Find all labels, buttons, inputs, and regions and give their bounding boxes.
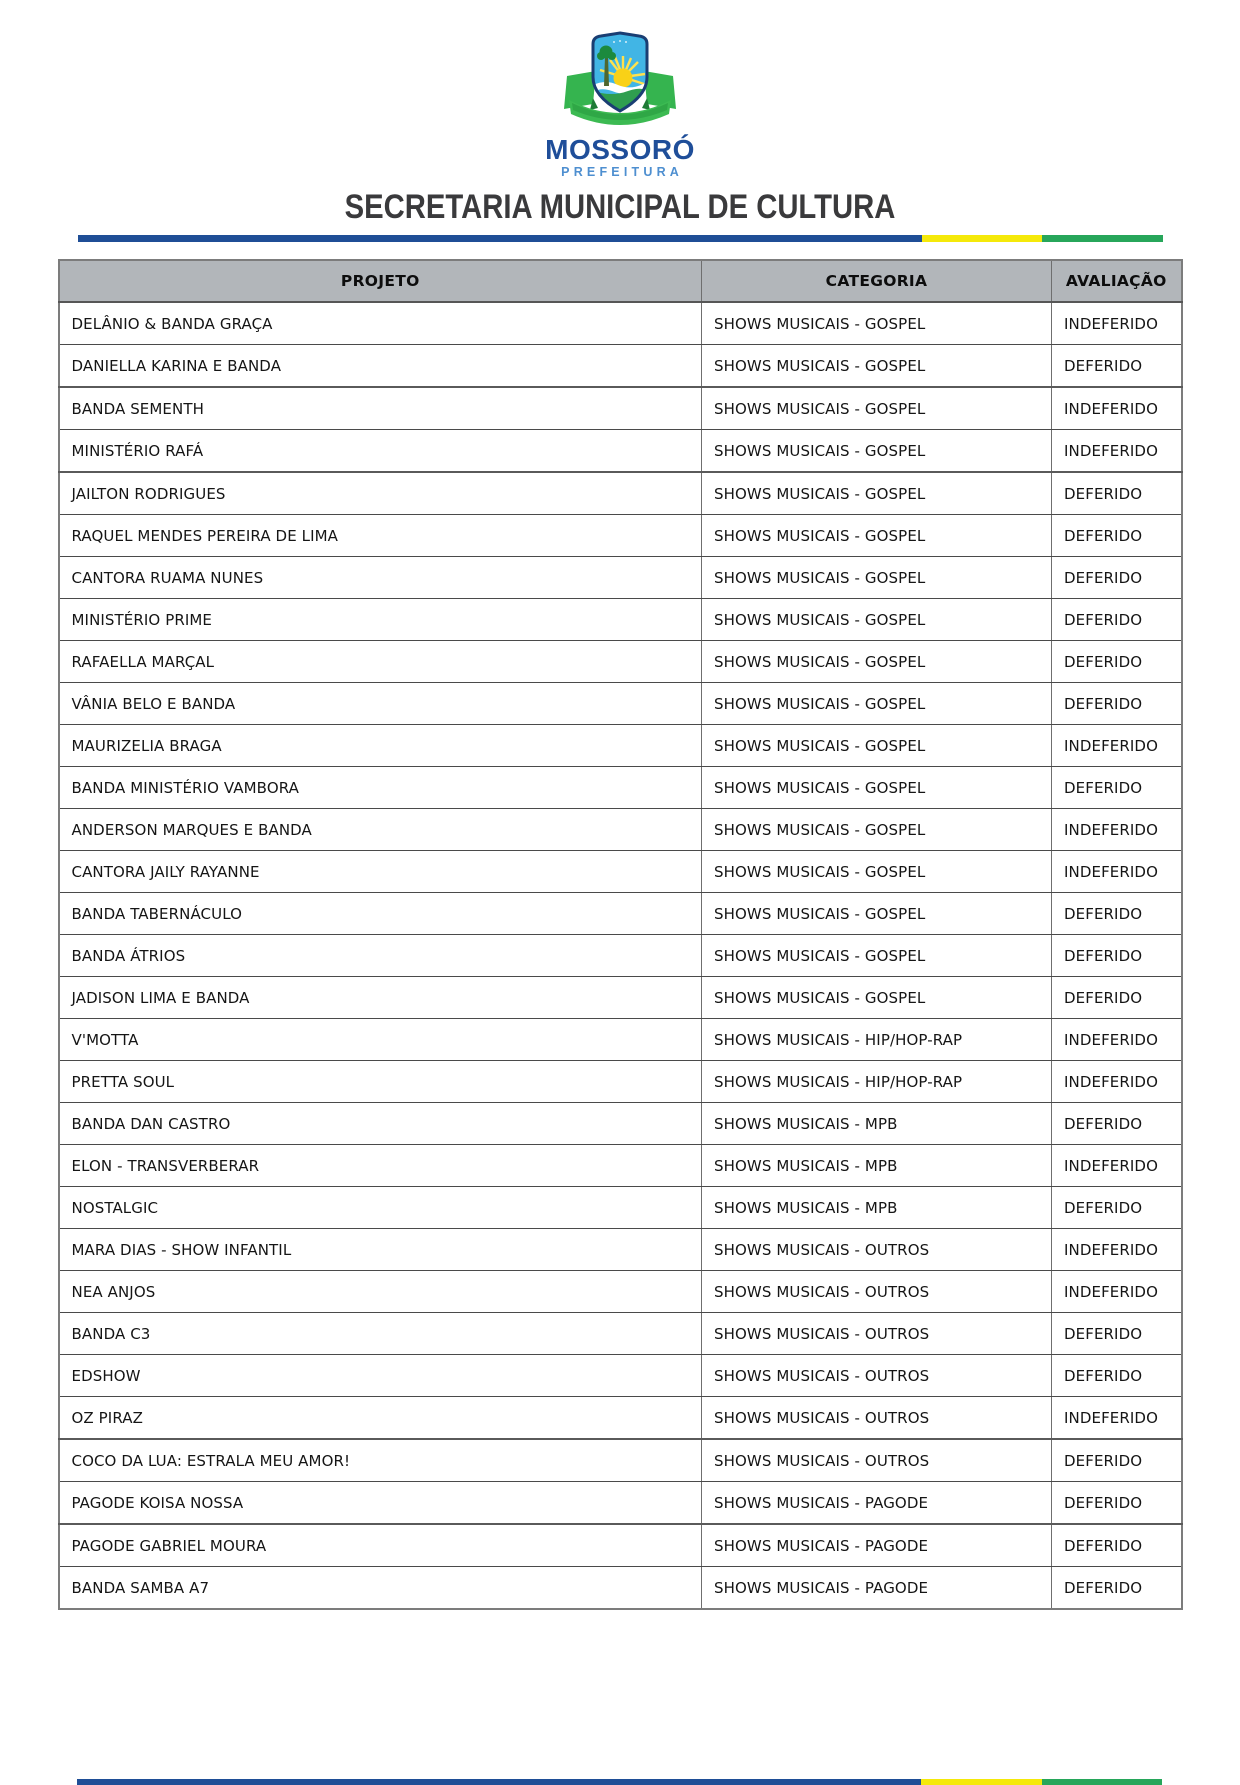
cell-projeto: V'MOTTA (59, 1019, 702, 1061)
table-row (59, 1229, 1182, 1271)
table-row (59, 1439, 1182, 1482)
tricolor-divider (78, 235, 1163, 242)
cell-projeto: RAFAELLA MARÇAL (59, 641, 702, 683)
cell-categoria: SHOWS MUSICAIS - GOSPEL (702, 977, 1052, 1019)
table-row (59, 1187, 1182, 1229)
cell-avaliacao: INDEFERIDO (1052, 1061, 1182, 1103)
footer-bar-green-segment (1042, 1779, 1162, 1785)
footer-bar-blue-segment (77, 1779, 921, 1785)
cell-avaliacao: DEFERIDO (1052, 472, 1182, 515)
cell-categoria: SHOWS MUSICAIS - GOSPEL (702, 302, 1052, 345)
cell-avaliacao: INDEFERIDO (1052, 430, 1182, 473)
cell-avaliacao: DEFERIDO (1052, 557, 1182, 599)
mossoro-crest-logo (560, 30, 680, 132)
cell-categoria: SHOWS MUSICAIS - GOSPEL (702, 767, 1052, 809)
table-row (59, 1355, 1182, 1397)
shield-icon (590, 30, 650, 114)
table-row (59, 725, 1182, 767)
table-row (59, 935, 1182, 977)
cell-avaliacao: DEFERIDO (1052, 1103, 1182, 1145)
cell-avaliacao: DEFERIDO (1052, 1355, 1182, 1397)
cell-projeto: JAILTON RODRIGUES (59, 472, 702, 515)
table-row (59, 515, 1182, 557)
cell-projeto: EDSHOW (59, 1355, 702, 1397)
cell-categoria: SHOWS MUSICAIS - OUTROS (702, 1439, 1052, 1482)
table-row (59, 683, 1182, 725)
logo-wordmark: MOSSORÓ (545, 134, 695, 165)
cell-categoria: SHOWS MUSICAIS - OUTROS (702, 1271, 1052, 1313)
table-row (59, 977, 1182, 1019)
table-row (59, 809, 1182, 851)
cell-avaliacao: INDEFERIDO (1052, 1271, 1182, 1313)
cell-categoria: SHOWS MUSICAIS - GOSPEL (702, 599, 1052, 641)
cell-projeto: JADISON LIMA E BANDA (59, 977, 702, 1019)
cell-categoria: SHOWS MUSICAIS - GOSPEL (702, 935, 1052, 977)
table-row (59, 1103, 1182, 1145)
cell-projeto: NEA ANJOS (59, 1271, 702, 1313)
cell-categoria: SHOWS MUSICAIS - OUTROS (702, 1229, 1052, 1271)
cell-projeto: RAQUEL MENDES PEREIRA DE LIMA (59, 515, 702, 557)
cell-projeto: CANTORA RUAMA NUNES (59, 557, 702, 599)
cell-projeto: MARA DIAS - SHOW INFANTIL (59, 1229, 702, 1271)
cell-categoria: SHOWS MUSICAIS - GOSPEL (702, 557, 1052, 599)
cell-categoria: SHOWS MUSICAIS - PAGODE (702, 1524, 1052, 1567)
table-row (59, 1524, 1182, 1567)
cell-categoria: SHOWS MUSICAIS - OUTROS (702, 1355, 1052, 1397)
cell-avaliacao: INDEFERIDO (1052, 809, 1182, 851)
cell-projeto: NOSTALGIC (59, 1187, 702, 1229)
cell-categoria: SHOWS MUSICAIS - GOSPEL (702, 387, 1052, 430)
cell-avaliacao: INDEFERIDO (1052, 851, 1182, 893)
table-row (59, 851, 1182, 893)
table-row (59, 1482, 1182, 1525)
cell-avaliacao: DEFERIDO (1052, 767, 1182, 809)
cell-avaliacao: DEFERIDO (1052, 683, 1182, 725)
cell-projeto: MAURIZELIA BRAGA (59, 725, 702, 767)
cell-avaliacao: DEFERIDO (1052, 1439, 1182, 1482)
cell-avaliacao: DEFERIDO (1052, 1187, 1182, 1229)
cell-avaliacao: DEFERIDO (1052, 1524, 1182, 1567)
cell-categoria: SHOWS MUSICAIS - GOSPEL (702, 430, 1052, 473)
cell-categoria: SHOWS MUSICAIS - MPB (702, 1103, 1052, 1145)
cell-categoria: SHOWS MUSICAIS - OUTROS (702, 1313, 1052, 1355)
cell-avaliacao: DEFERIDO (1052, 515, 1182, 557)
cell-categoria: SHOWS MUSICAIS - PAGODE (702, 1482, 1052, 1525)
cell-avaliacao: DEFERIDO (1052, 599, 1182, 641)
table-row (59, 1145, 1182, 1187)
bar-blue-segment (78, 235, 922, 242)
cell-avaliacao: INDEFERIDO (1052, 1397, 1182, 1440)
cell-projeto: PAGODE GABRIEL MOURA (59, 1524, 702, 1567)
cell-avaliacao: INDEFERIDO (1052, 725, 1182, 767)
cell-avaliacao: DEFERIDO (1052, 935, 1182, 977)
cell-categoria: SHOWS MUSICAIS - OUTROS (702, 1397, 1052, 1440)
table-row (59, 472, 1182, 515)
cell-avaliacao: INDEFERIDO (1052, 387, 1182, 430)
cell-categoria: SHOWS MUSICAIS - GOSPEL (702, 472, 1052, 515)
bar-yellow-segment (922, 235, 1042, 242)
cell-avaliacao: DEFERIDO (1052, 1313, 1182, 1355)
cell-projeto: ANDERSON MARQUES E BANDA (59, 809, 702, 851)
document-page (0, 30, 1240, 1785)
cell-categoria: SHOWS MUSICAIS - GOSPEL (702, 515, 1052, 557)
cell-projeto: VÂNIA BELO E BANDA (59, 683, 702, 725)
column-header-projeto: PROJETO (59, 260, 702, 302)
cell-avaliacao: DEFERIDO (1052, 641, 1182, 683)
cell-projeto: OZ PIRAZ (59, 1397, 702, 1440)
table-row (59, 1061, 1182, 1103)
cell-projeto: CANTORA JAILY RAYANNE (59, 851, 702, 893)
table-row (59, 599, 1182, 641)
table-row (59, 1271, 1182, 1313)
cell-categoria: SHOWS MUSICAIS - GOSPEL (702, 641, 1052, 683)
table-row (59, 387, 1182, 430)
cell-categoria: SHOWS MUSICAIS - MPB (702, 1187, 1052, 1229)
table-row (59, 345, 1182, 388)
tricolor-footer-divider (77, 1779, 1162, 1785)
table-row (59, 1567, 1182, 1610)
cell-avaliacao: INDEFERIDO (1052, 1019, 1182, 1061)
cell-categoria: SHOWS MUSICAIS - HIP/HOP-RAP (702, 1061, 1052, 1103)
cell-projeto: BANDA MINISTÉRIO VAMBORA (59, 767, 702, 809)
table-row (59, 767, 1182, 809)
cell-projeto: BANDA ÁTRIOS (59, 935, 702, 977)
column-header-avaliacao: AVALIAÇÃO (1052, 260, 1182, 302)
cell-projeto: BANDA SAMBA A7 (71, 1578, 210, 1597)
cell-avaliacao: DEFERIDO (1052, 1567, 1182, 1610)
cell-categoria: SHOWS MUSICAIS - MPB (702, 1145, 1052, 1187)
cell-avaliacao: INDEFERIDO (1052, 1145, 1182, 1187)
cell-avaliacao: DEFERIDO (1052, 1482, 1182, 1525)
cell-avaliacao: DEFERIDO (1052, 893, 1182, 935)
cell-categoria: SHOWS MUSICAIS - GOSPEL (702, 725, 1052, 767)
cell-categoria: SHOWS MUSICAIS - GOSPEL (702, 851, 1052, 893)
logo-tagline: PREFEITURA (561, 165, 684, 180)
cell-avaliacao: INDEFERIDO (1052, 302, 1182, 345)
cell-categoria: SHOWS MUSICAIS - PAGODE (702, 1567, 1052, 1610)
cell-projeto: MINISTÉRIO PRIME (59, 599, 702, 641)
cell-avaliacao: DEFERIDO (1052, 345, 1182, 388)
projects-table (58, 259, 1183, 1610)
table-row (59, 1019, 1182, 1061)
page-title: SECRETARIA MUNICIPAL DE CULTURA (344, 188, 896, 227)
cell-categoria: SHOWS MUSICAIS - GOSPEL (702, 345, 1052, 388)
footer-bar-yellow-segment (921, 1779, 1041, 1785)
cell-projeto: PRETTA SOUL (59, 1061, 702, 1103)
cell-projeto: BANDA TABERNÁCULO (59, 893, 702, 935)
table-row (59, 430, 1182, 473)
cell-projeto: COCO DA LUA: ESTRALA MEU AMOR! (59, 1439, 702, 1482)
cell-projeto: PAGODE KOISA NOSSA (59, 1482, 702, 1525)
cell-projeto: DELÂNIO & BANDA GRAÇA (59, 302, 702, 345)
cell-avaliacao: INDEFERIDO (1052, 1229, 1182, 1271)
table-row (59, 557, 1182, 599)
table-row (59, 641, 1182, 683)
cell-projeto: BANDA SEMENTH (59, 387, 702, 430)
column-header-categoria: CATEGORIA (702, 260, 1052, 302)
table-row (59, 302, 1182, 345)
cell-categoria: SHOWS MUSICAIS - GOSPEL (702, 893, 1052, 935)
table-row (59, 1313, 1182, 1355)
cell-avaliacao: DEFERIDO (1052, 977, 1182, 1019)
cell-projeto: MINISTÉRIO RAFÁ (59, 430, 702, 473)
bar-green-segment (1042, 235, 1162, 242)
table-row (59, 893, 1182, 935)
cell-projeto: BANDA DAN CASTRO (59, 1103, 702, 1145)
cell-categoria: SHOWS MUSICAIS - HIP/HOP-RAP (702, 1019, 1052, 1061)
table-row (59, 1397, 1182, 1440)
cell-projeto: ELON - TRANSVERBERAR (59, 1145, 702, 1187)
cell-projeto: BANDA C3 (59, 1313, 702, 1355)
cell-projeto: DANIELLA KARINA E BANDA (59, 345, 702, 388)
cell-categoria: SHOWS MUSICAIS - GOSPEL (702, 683, 1052, 725)
cell-categoria: SHOWS MUSICAIS - GOSPEL (702, 809, 1052, 851)
table-header-row (59, 260, 1182, 302)
